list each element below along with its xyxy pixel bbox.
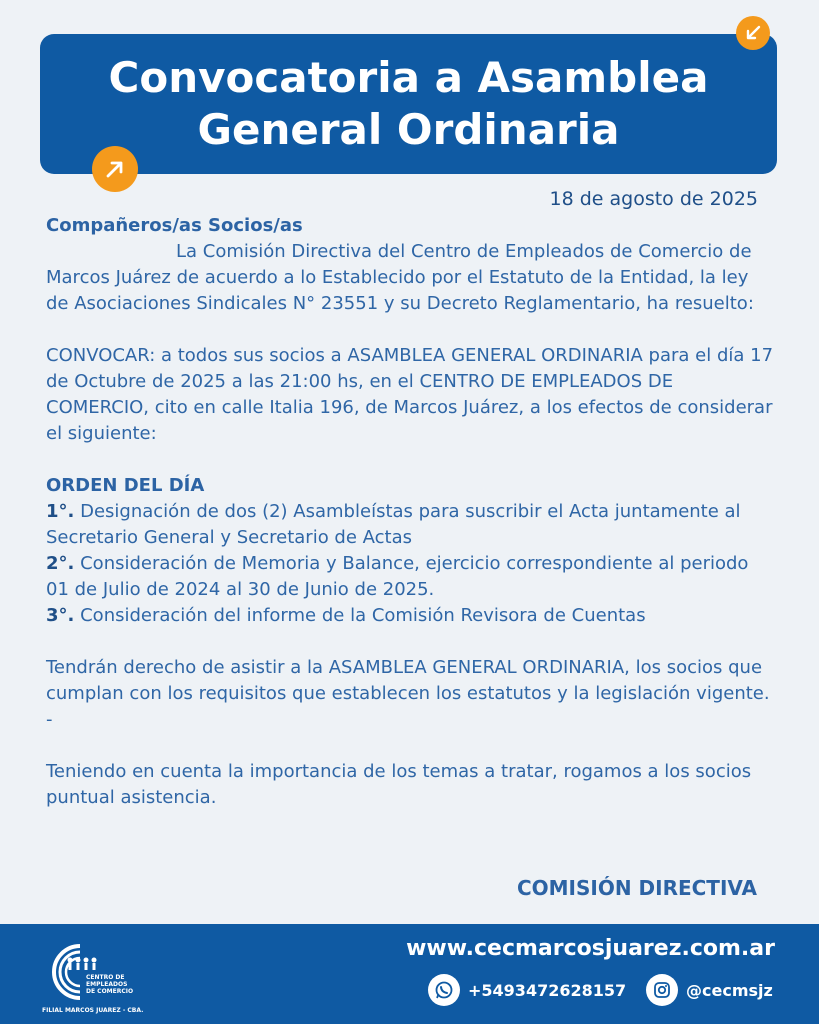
orden-item [46, 499, 776, 551]
orden-item-text: Consideración del informe de la Comisión Revisora de Cuentas [80, 605, 646, 626]
cierre-paragraph: Teniendo en cuenta la importancia de los temas a tratar, rogamos a los socios puntual asistencia. [46, 761, 752, 808]
orden-item [46, 603, 776, 629]
orden-item-number: 2°. [46, 553, 75, 574]
logo-graphic-icon [40, 932, 160, 1012]
convocar-paragraph: CONVOCAR: a todos sus socios a ASAMBLEA GENERAL ORDINARIA para el día 17 de Octubre de 2025 a las 21:00 hs, en el CENTRO DE EMPLEADOS DE COMERCIO, cito en calle Italia 196, de Marcos Juárez, a los efectos de considerar el siguiente: [46, 345, 774, 444]
title-line-1: Convocatoria a Asamblea [108, 53, 709, 102]
arrow-up-right-icon [92, 146, 138, 192]
footer [0, 924, 819, 1024]
instagram-contact[interactable] [646, 974, 773, 1006]
orden-item [46, 551, 776, 603]
whatsapp-icon [428, 974, 460, 1006]
orden-item-text: Consideración de Memoria y Balance, ejercicio correspondiente al periodo 01 de Julio de 2024 al 30 de Junio de 2025. [46, 553, 749, 600]
arrow-down-left-icon [736, 16, 770, 50]
organization-logo [40, 932, 160, 1020]
orden-heading: ORDEN DEL DÍA [46, 475, 205, 496]
logo-text: CENTRO DE EMPLEADOS DE COMERCIO [86, 974, 134, 995]
derecho-paragraph: Tendrán derecho de asistir a la ASAMBLEA GENERAL ORDINARIA, los socios que cumplan con los requisitos que establecen los estatutos y la legislación vigente. - [46, 657, 770, 730]
logo-filial: FILIAL MARCOS JUAREZ - CBA. [42, 1007, 144, 1014]
document-body [46, 213, 776, 811]
phone-number: +5493472628157 [468, 980, 627, 1000]
website-link[interactable]: www.cecmarcosjuarez.com.ar [406, 936, 775, 961]
instagram-handle: @cecmsjz [686, 980, 773, 1000]
greeting: Compañeros/as Socios/as [46, 215, 303, 236]
intro-paragraph: La Comisión Directiva del Centro de Empleados de Comercio de Marcos Juárez de acuerdo a lo Establecido por el Estatuto de la Entidad, la ley de Asociaciones Sindicales N° 23551 y su Decreto Reglamentario, ha resuelto: [46, 241, 754, 314]
orden-item-number: 3°. [46, 605, 75, 626]
whatsapp-contact[interactable] [428, 974, 626, 1006]
document-date: 18 de agosto de 2025 [549, 188, 758, 210]
title-banner [40, 34, 777, 174]
orden-item-number: 1°. [46, 501, 75, 522]
orden-item-text: Designación de dos (2) Asambleístas para suscribir el Acta juntamente al Secretario General y Secretario de Actas [46, 501, 741, 548]
signature: COMISIÓN DIRECTIVA [516, 876, 757, 900]
title-line-2: General Ordinaria [197, 105, 620, 154]
instagram-icon [646, 974, 678, 1006]
